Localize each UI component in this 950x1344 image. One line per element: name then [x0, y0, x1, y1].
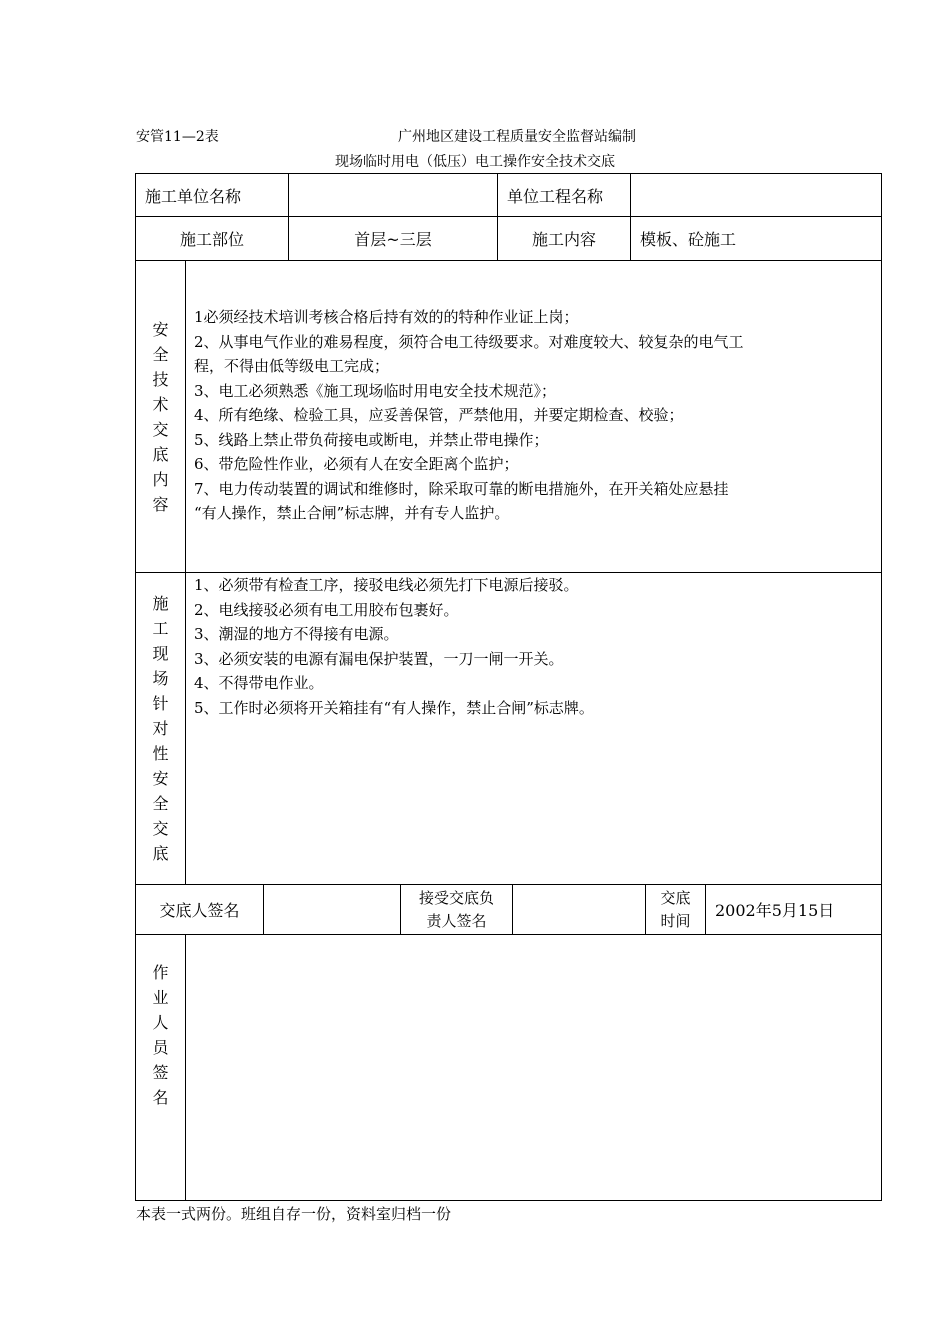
list-item: 1必须经技术培训考核合格后持有效的的特种作业证上岗；	[194, 308, 579, 326]
label-char: 术	[152, 394, 169, 414]
label-char: 现	[152, 644, 169, 663]
label-char: 针	[152, 694, 169, 713]
label-char: 技	[152, 369, 169, 389]
label-char: 全	[152, 344, 169, 364]
label-char: 安	[152, 769, 169, 788]
label-char: 签	[152, 1063, 169, 1082]
construction-part-label: 施工部位	[179, 230, 244, 249]
list-item: 4、所有绝缘、检验工具，应妥善保管，严禁他用，并要定期检查、校验；	[194, 406, 684, 424]
unit-name-label: 施工单位名称	[145, 186, 242, 206]
issuer: 广州地区建设工程质量安全监督站编制	[398, 129, 636, 145]
list-item: 2、从事电气作业的难易程度，须符合电工待级要求。对难度较大、较复杂的电气工	[194, 332, 744, 351]
site-content	[194, 573, 878, 720]
label-char: 业	[152, 988, 169, 1007]
disclosure-date: 2002年5月15日	[715, 901, 835, 920]
project-name-value[interactable]	[631, 174, 881, 216]
label-char: 安	[152, 319, 169, 339]
label-char: 全	[152, 794, 169, 813]
col-divider	[185, 260, 186, 884]
disclosure-time-label	[646, 885, 705, 934]
workers-section-label	[136, 935, 185, 1135]
construction-part-value: 首层~三层	[354, 230, 432, 249]
label-char: 内	[152, 469, 169, 489]
list-item: 7、电力传动装置的调试和维修时，除采取可靠的断电措施外，在开关箱处应悬挂	[194, 479, 729, 498]
label-char: 交	[152, 419, 169, 439]
list-item: 3、电工必须熟悉《施工现场临时用电安全技术规范》；	[194, 381, 557, 400]
form-code: 安管11—2表	[136, 129, 219, 145]
row-divider	[135, 260, 882, 261]
receiver-label-line2: 责人签名	[426, 911, 487, 930]
footer-note: 本表一式两份。班组自存一份，资料室归档一份	[136, 1205, 452, 1223]
receiver-signature-value[interactable]	[513, 885, 645, 934]
list-item: 1、必须带有检查工序，接驳电线必须先打下电源后接驳。	[194, 576, 579, 594]
list-item: 6、带危险性作业，必须有人在安全距离个监护；	[194, 455, 519, 473]
site-section-label	[136, 573, 185, 884]
list-item: 3、潮湿的地方不得接有电源。	[194, 625, 399, 643]
label-char: 施	[152, 594, 169, 613]
label-char: 工	[152, 619, 169, 638]
construction-content-label: 施工内容	[531, 230, 596, 249]
time-label-line1: 交底	[660, 888, 691, 907]
label-char: 场	[152, 669, 169, 688]
label-char: 员	[152, 1038, 169, 1057]
receiver-label-line1: 接受交底负	[418, 888, 494, 907]
label-char: 名	[152, 1088, 169, 1107]
list-item: 5、工作时必须将开关箱挂有“有人操作，禁止合闸”标志牌。	[194, 698, 594, 717]
list-item: “有人操作，禁止合闸”标志牌，并有专人监护。	[194, 504, 510, 522]
discloser-signature-value[interactable]	[264, 885, 400, 934]
tech-section-label	[136, 261, 185, 572]
label-char: 底	[152, 444, 169, 464]
construction-content-value: 模板、砼施工	[640, 230, 737, 249]
label-char: 人	[152, 1013, 169, 1032]
list-item: 5、线路上禁止带负荷接电或断电，并禁止带电操作；	[194, 430, 549, 449]
label-char: 性	[152, 744, 169, 763]
tech-content	[194, 305, 878, 526]
list-item: 程，不得由低等级电工完成；	[194, 357, 390, 375]
label-char: 容	[152, 494, 169, 514]
list-item: 3、必须安装的电源有漏电保护装置，一刀一闸一开关。	[194, 649, 564, 668]
label-char: 作	[152, 963, 169, 982]
list-item: 2、电线接驳必须有电工用胶布包裹好。	[194, 600, 459, 619]
label-char: 对	[152, 719, 169, 738]
unit-name-value[interactable]	[289, 174, 497, 216]
workers-signature-area[interactable]	[186, 935, 881, 1200]
time-label-line2: 时间	[660, 911, 691, 930]
form-title: 现场临时用电（低压）电工操作安全技术交底	[335, 154, 615, 170]
project-name-label: 单位工程名称	[507, 186, 604, 206]
label-char: 底	[152, 844, 169, 863]
label-char: 交	[152, 819, 169, 838]
receiver-signature-label	[401, 885, 512, 934]
discloser-signature-label: 交底人签名	[159, 901, 240, 920]
list-item: 4、不得带电作业。	[194, 674, 324, 692]
